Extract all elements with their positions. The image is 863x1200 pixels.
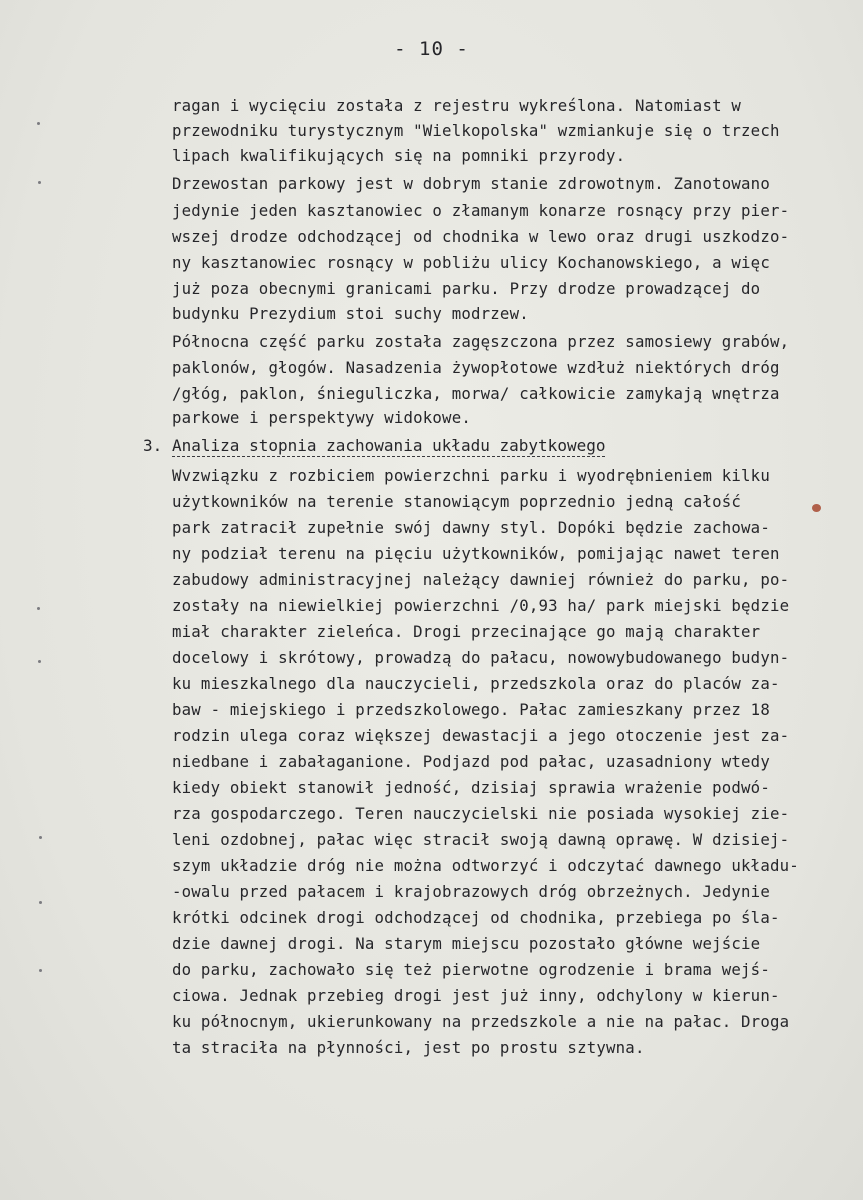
- text-line: zostały na niewielkiej powierzchni /0,93 ha/ park miejski będzie: [172, 596, 790, 615]
- text-line: do parku, zachowało się też pierwotne ogrodzenie i brama wejś-: [172, 960, 770, 979]
- text-line: wszej drodze odchodzącej od chodnika w lewo oraz drugi uszkodzo-: [172, 227, 790, 246]
- text-line: jedynie jeden kasztanowiec o złamanym konarze rosnący przy pier-: [172, 201, 790, 220]
- text-line: Drzewostan parkowy jest w dobrym stanie zdrowotnym. Zanotowano: [172, 174, 770, 193]
- text-line: przewodniku turystycznym "Wielkopolska" wzmiankuje się o trzech: [172, 121, 780, 140]
- margin-dot: [39, 836, 42, 839]
- text-line: szym układzie dróg nie można odtworzyć i odczytać dawnego układu-: [172, 856, 799, 875]
- text-line: ny podział terenu na pięciu użytkowników, pomijając nawet teren: [172, 544, 780, 563]
- text-line: -owalu przed pałacem i krajobrazowych dróg obrzeżnych. Jedynie: [172, 882, 770, 901]
- margin-dot: [37, 607, 40, 610]
- text-line: ny kasztanowiec rosnący w pobliżu ulicy Kochanowskiego, a więc: [172, 253, 770, 272]
- text-line: park zatracił zupełnie swój dawny styl. Dopóki będzie zachowa-: [172, 518, 770, 537]
- text-line: /głóg, paklon, śnieguliczka, morwa/ całkowicie zamykają wnętrza: [172, 384, 780, 403]
- text-line: ciowa. Jednak przebieg drogi jest już inny, odchylony w kierun-: [172, 986, 780, 1005]
- text-line: ragan i wycięciu została z rejestru wykreślona. Natomiast w: [172, 96, 742, 115]
- margin-dot: [39, 969, 42, 972]
- text-line: rodzin ulega coraz większej dewastacji a jego otoczenie jest za-: [172, 726, 790, 745]
- text-line: miał charakter zieleńca. Drogi przecinające go mają charakter: [172, 622, 761, 641]
- section-title: Analiza stopnia zachowania układu zabytkowego: [172, 436, 606, 455]
- ink-spot: [812, 504, 821, 512]
- margin-dot: [38, 660, 41, 663]
- text-line: krótki odcinek drogi odchodzącej od chodnika, przebiega po śla-: [172, 908, 780, 927]
- text-line: kiedy obiekt stanowił jedność, dzisiaj sprawia wrażenie podwó-: [172, 778, 770, 797]
- text-line: baw - miejskiego i przedszkolowego. Pałac zamieszkany przez 18: [172, 700, 770, 719]
- text-line: niedbane i zabałaganione. Podjazd pod pałac, uzasadniony wtedy: [172, 752, 770, 771]
- text-line: docelowy i skrótowy, prowadzą do pałacu, nowowybudowanego budyn-: [172, 648, 790, 667]
- text-line: parkowe i perspektywy widokowe.: [172, 408, 471, 427]
- text-line: Wvzwiązku z rozbiciem powierzchni parku i wyodrębnieniem kilku: [172, 466, 770, 485]
- page-number: - 10 -: [394, 38, 469, 60]
- text-line: ku północnym, ukierunkowany na przedszkole a nie na pałac. Droga: [172, 1012, 790, 1031]
- text-line: lipach kwalifikujących się na pomniki przyrody.: [172, 146, 626, 165]
- text-line: ta straciła na płynności, jest po prostu sztywna.: [172, 1038, 645, 1057]
- text-line: już poza obecnymi granicami parku. Przy drodze prowadzącej do: [172, 279, 761, 298]
- text-line: rza gospodarczego. Teren nauczycielski nie posiada wysokiej zie-: [172, 804, 790, 823]
- text-line: użytkowników na terenie stanowiącym poprzednio jedną całość: [172, 492, 742, 511]
- margin-dot: [38, 181, 41, 184]
- text-line: zabudowy administracyjnej należący dawniej również do parku, po-: [172, 570, 790, 589]
- text-line: dzie dawnej drogi. Na starym miejscu pozostało główne wejście: [172, 934, 761, 953]
- margin-dot: [39, 901, 42, 904]
- margin-dot: [37, 122, 40, 125]
- text-line: ku mieszkalnego dla nauczycieli, przedszkola oraz do placów za-: [172, 674, 780, 693]
- section-number: 3.: [143, 436, 163, 455]
- text-line: Północna część parku została zagęszczona przez samosiewy grabów,: [172, 332, 790, 351]
- text-line: leni ozdobnej, pałac więc stracił swoją dawną oprawę. W dzisiej-: [172, 830, 790, 849]
- text-line: paklonów, głogów. Nasadzenia żywopłotowe wzdłuż niektórych dróg: [172, 358, 780, 377]
- text-line: budynku Prezydium stoi suchy modrzew.: [172, 304, 529, 323]
